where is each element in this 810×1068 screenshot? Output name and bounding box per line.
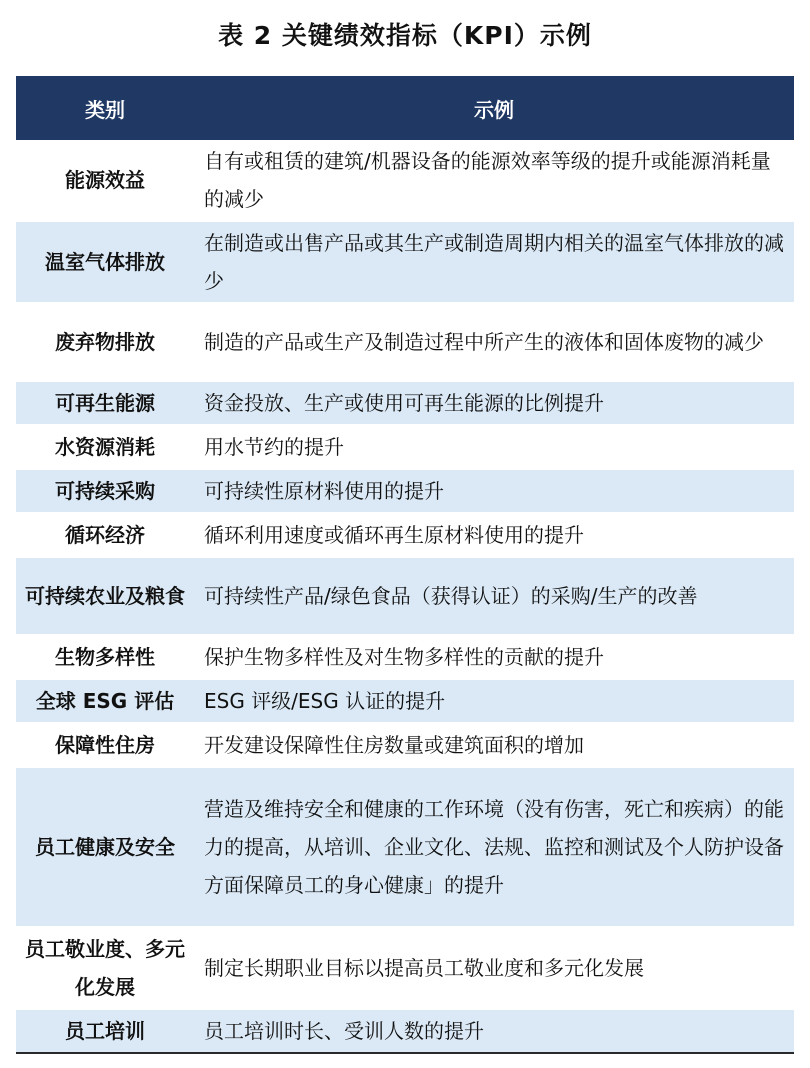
table-row	[16, 140, 794, 221]
table-title: 表 2 关键绩效指标（KPI）示例	[218, 21, 592, 50]
row-category: 能源效益	[16, 140, 194, 221]
table-row	[16, 927, 794, 1009]
table-row	[16, 557, 794, 635]
row-example: 营造及维持安全和健康的工作环境（没有伤害，死亡和疾病）的能力的提高，从培训、企业文化、法规、监控和测试及个人防护设备方面保障员工的身心健康」的提升	[194, 767, 794, 927]
row-category: 员工敬业度、多元化发展	[16, 927, 194, 1009]
row-category: 保障性住房	[16, 723, 194, 767]
row-example: 自有或租赁的建筑/机器设备的能源效率等级的提升或能源消耗量的减少	[194, 140, 794, 221]
row-category: 循环经济	[16, 513, 194, 557]
table-row	[16, 381, 794, 425]
table-row	[16, 425, 794, 469]
row-category: 可持续农业及粮食	[16, 557, 194, 635]
header-example: 示例	[194, 76, 794, 140]
row-category: 可持续采购	[16, 469, 194, 513]
table-row	[16, 723, 794, 767]
table-row	[16, 635, 794, 679]
row-example: 员工培训时长、受训人数的提升	[194, 1009, 794, 1053]
table-row	[16, 221, 794, 303]
table-header-row	[16, 76, 794, 140]
header-category: 类别	[16, 76, 194, 140]
table-row	[16, 767, 794, 927]
table-row	[16, 513, 794, 557]
row-category: 水资源消耗	[16, 425, 194, 469]
row-example: 开发建设保障性住房数量或建筑面积的增加	[194, 723, 794, 767]
table-row	[16, 1009, 794, 1053]
row-example: 在制造或出售产品或其生产或制造周期内相关的温室气体排放的减少	[194, 221, 794, 303]
row-example: ESG 评级/ESG 认证的提升	[194, 679, 794, 723]
table-row	[16, 303, 794, 381]
row-example: 可持续性产品/绿色食品（获得认证）的采购/生产的改善	[194, 557, 794, 635]
row-category: 生物多样性	[16, 635, 194, 679]
row-example: 可持续性原材料使用的提升	[194, 469, 794, 513]
row-category: 废弃物排放	[16, 303, 194, 381]
row-category: 全球 ESG 评估	[16, 679, 194, 723]
table-row	[16, 679, 794, 723]
table-row	[16, 469, 794, 513]
row-category: 可再生能源	[16, 381, 194, 425]
row-example: 用水节约的提升	[194, 425, 794, 469]
kpi-table	[16, 76, 794, 1054]
row-example: 制定长期职业目标以提高员工敬业度和多元化发展	[194, 927, 794, 1009]
row-example: 制造的产品或生产及制造过程中所产生的液体和固体废物的减少	[194, 303, 794, 381]
row-example: 循环利用速度或循环再生原材料使用的提升	[194, 513, 794, 557]
row-category: 温室气体排放	[16, 221, 194, 303]
row-example: 资金投放、生产或使用可再生能源的比例提升	[194, 381, 794, 425]
row-example: 保护生物多样性及对生物多样性的贡献的提升	[194, 635, 794, 679]
row-category: 员工培训	[16, 1009, 194, 1053]
row-category: 员工健康及安全	[16, 767, 194, 927]
